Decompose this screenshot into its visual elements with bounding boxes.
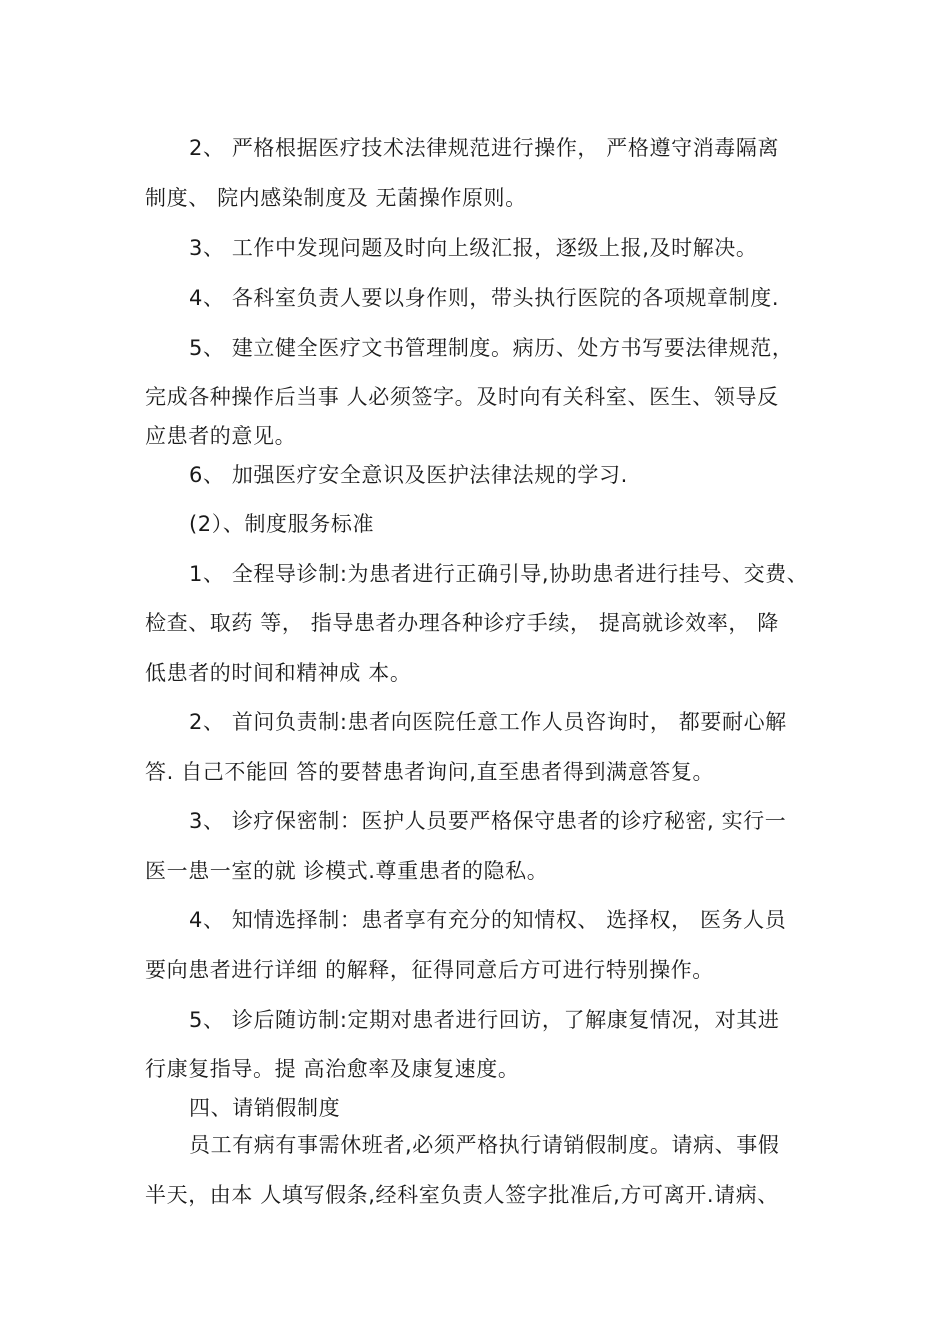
text-line: 员工有病有事需休班者,必须严格执行请销假制度。请病、事假	[189, 1133, 780, 1157]
text-line: 5、 建立健全医疗文书管理制度。病历、处方书写要法律规范，	[189, 336, 794, 360]
text-line: 半天，由本 人填写假条,经科室负责人签字批准后,方可离开.请病、	[145, 1183, 779, 1207]
text-line: 2、 首问负责制:患者向医院任意工作人员咨询时， 都要耐心解	[189, 710, 787, 734]
text-line: 检查、取药 等， 指导患者办理各种诊疗手续， 提高就诊效率， 降	[145, 611, 779, 635]
text-line: 5、 诊后随访制:定期对患者进行回访，了解康复情况，对其进	[189, 1008, 780, 1032]
text-line: 4、 知情选择制：患者享有充分的知情权、 选择权， 医务人员	[189, 908, 787, 932]
section-heading: (2）、制度服务标准	[189, 512, 375, 536]
text-line: 4、 各科室负责人要以身作则，带头执行医院的各项规章制度.	[189, 286, 780, 310]
text-line: 要向患者进行详细 的解释，征得同意后方可进行特别操作。	[145, 958, 714, 982]
text-line: 6、 加强医疗安全意识及医护法律法规的学习.	[189, 463, 628, 487]
text-line: 医一患一室的就 诊模式.尊重患者的隐私。	[145, 859, 549, 883]
text-line: 应患者的意见。	[145, 424, 297, 448]
text-line: 行康复指导。提 高治愈率及康复速度。	[145, 1057, 520, 1081]
section-heading: 四、请销假制度	[189, 1096, 341, 1120]
text-line: 制度、 院内感染制度及 无菌操作原则。	[145, 186, 527, 210]
text-line: 3、 工作中发现问题及时向上级汇报，逐级上报,及时解决。	[189, 236, 758, 260]
text-line: 答. 自己不能回 答的要替患者询问,直至患者得到满意答复。	[145, 760, 715, 784]
text-line: 1、 全程导诊制:为患者进行正确引导,协助患者进行挂号、交费、	[189, 562, 809, 586]
text-line: 完成各种操作后当事 人必须签字。及时向有关科室、医生、领导反	[145, 385, 779, 409]
text-line: 2、 严格根据医疗技术法律规范进行操作， 严格遵守消毒隔离	[189, 136, 780, 160]
text-line: 低患者的时间和精神成 本。	[145, 661, 412, 685]
text-line: 3、 诊疗保密制：医护人员要严格保守患者的诊疗秘密, 实行一	[189, 809, 787, 833]
